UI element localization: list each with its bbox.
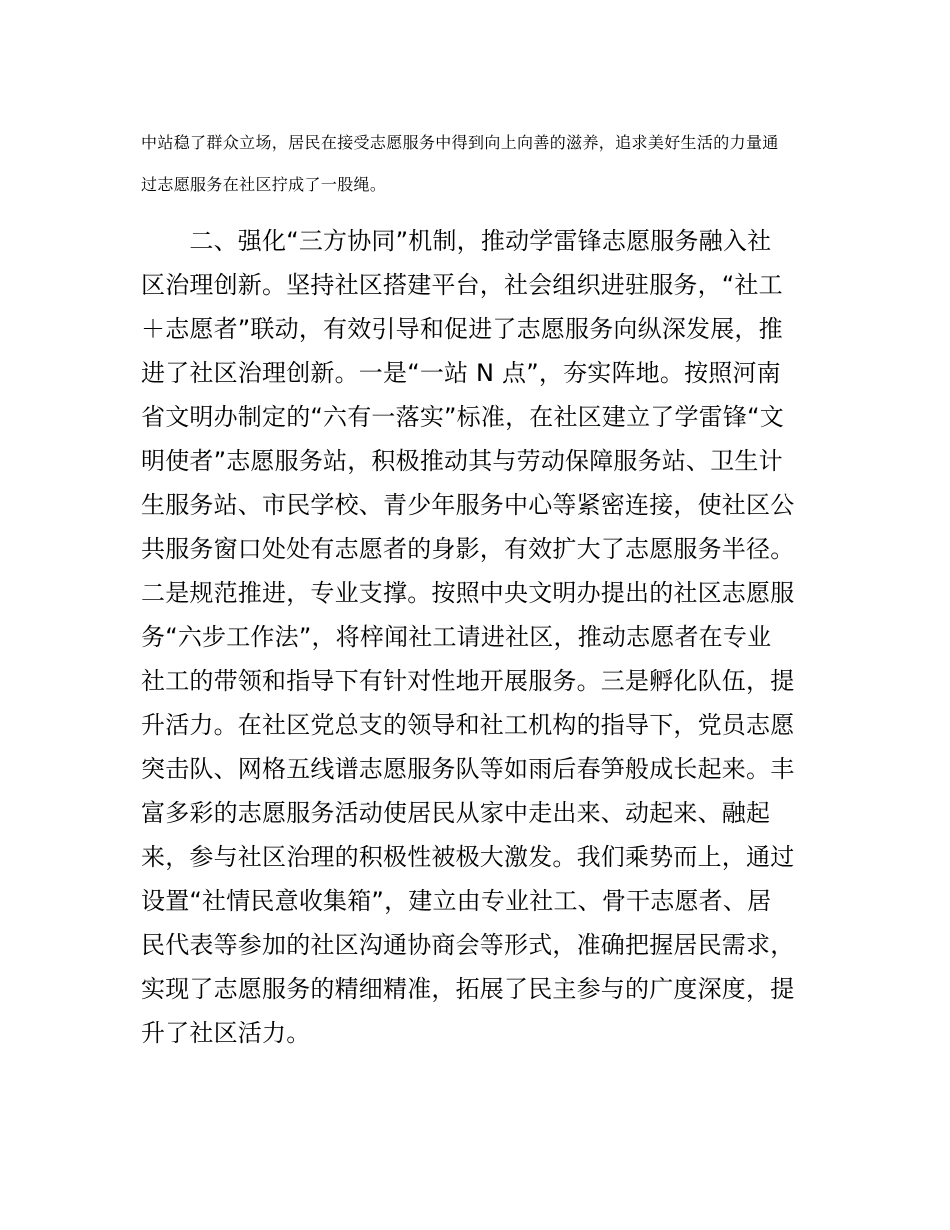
section-line-16: 设置“社情民意收集箱”，建立由专业社工、骨干志愿者、居	[141, 887, 772, 915]
section-line-5: 省文明办制定的“六有一落实”标准，在社区建立了学雷锋“文	[141, 403, 784, 431]
section-line-3: ＋志愿者”联动，有效引导和促进了志愿服务向纵深发展，推	[141, 315, 783, 343]
section-line-9: 二是规范推进，专业支撑。按照中央文明办提出的社区志愿服	[141, 579, 795, 607]
continuation-line-1: 中站稳了群众立场，居民在接受志愿服务中得到向上向善的滋养，追求美好生活的力量通	[141, 133, 779, 152]
section-line-15: 来，参与社区治理的积极性被极大激发。我们乘势而上，通过	[141, 843, 795, 871]
section-line-11: 社工的带领和指导下有针对性地开展服务。三是孵化队伍，提	[141, 667, 795, 695]
section-line-18: 实现了志愿服务的精细精准，拓展了民主参与的广度深度，提	[141, 975, 795, 1003]
section-line-6: 明使者”志愿服务站，积极推动其与劳动保障服务站、卫生计	[141, 447, 783, 475]
section-line-8: 共服务窗口处处有志愿者的身影，有效扩大了志愿服务半径。	[141, 535, 795, 563]
section-line-14: 富多彩的志愿服务活动使居民从家中走出来、动起来、融起	[141, 799, 771, 827]
section-line-7: 生服务站、市民学校、青少年服务中心等紧密连接，使社区公	[141, 491, 795, 519]
section-line-2: 区治理创新。坚持社区搭建平台，社会组织进驻服务，“社工	[141, 271, 783, 299]
section-line-4: 进了社区治理创新。一是“一站 N 点”，夯实阵地。按照河南	[141, 359, 781, 387]
section-line-1: 二、强化“三方协同”机制，推动学雷锋志愿服务融入社	[141, 227, 772, 255]
section-line-17: 民代表等参加的社区沟通协商会等形式，准确把握居民需求，	[141, 931, 795, 959]
section-line-12: 升活力。在社区党总支的领导和社工机构的指导下，党员志愿	[141, 711, 795, 739]
continuation-line-2: 过志愿服务在社区拧成了一股绳。	[141, 175, 387, 194]
section-line-19: 升了社区活力。	[141, 1019, 311, 1047]
section-line-13: 突击队、网格五线谱志愿服务队等如雨后春笋般成长起来。丰	[141, 755, 795, 783]
section-line-10: 务“六步工作法”，将梓闻社工请进社区，推动志愿者在专业	[141, 623, 772, 651]
